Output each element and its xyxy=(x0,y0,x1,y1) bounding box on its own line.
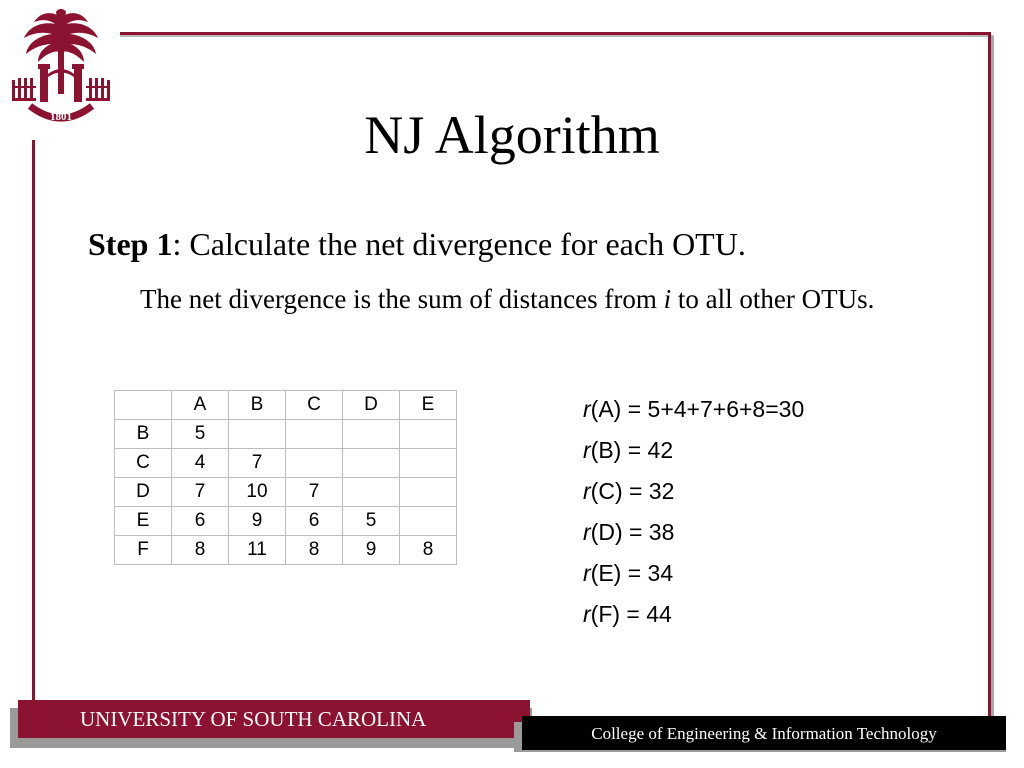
table-cell xyxy=(400,478,457,507)
result-text: (D) = 38 xyxy=(590,519,675,545)
frame-top-line xyxy=(120,32,990,35)
table-cell: B xyxy=(115,420,172,449)
table-header-cell xyxy=(115,391,172,420)
result-line xyxy=(583,431,804,472)
table-cell: D xyxy=(115,478,172,507)
table-cell: 6 xyxy=(286,507,343,536)
table-header-cell: E xyxy=(400,391,457,420)
step-heading xyxy=(88,226,746,263)
result-line xyxy=(583,513,804,554)
table-cell: 6 xyxy=(172,507,229,536)
table-cell: 5 xyxy=(343,507,400,536)
result-var: r xyxy=(583,437,591,463)
table-cell: 9 xyxy=(229,507,286,536)
desc-var: i xyxy=(663,284,672,314)
table-cell: C xyxy=(115,449,172,478)
net-divergence-results xyxy=(583,390,804,636)
university-footer: UNIVERSITY OF SOUTH CAROLINA xyxy=(18,700,530,738)
table-cell: 7 xyxy=(172,478,229,507)
logo-year: 1801 xyxy=(50,111,72,123)
table-cell: 8 xyxy=(286,536,343,565)
step-label: Step 1 xyxy=(88,226,173,262)
table-row xyxy=(115,449,457,478)
step-text: : Calculate the net divergence for each OTU. xyxy=(172,226,746,262)
table-cell: 7 xyxy=(286,478,343,507)
result-var: r xyxy=(583,519,591,545)
table-cell xyxy=(400,507,457,536)
description xyxy=(140,282,952,316)
result-line xyxy=(583,472,804,513)
result-var: r xyxy=(583,478,591,504)
result-var: r xyxy=(583,396,591,422)
table-header-cell: D xyxy=(343,391,400,420)
page-title: NJ Algorithm xyxy=(364,105,660,165)
table-cell: 8 xyxy=(400,536,457,565)
result-line xyxy=(583,390,804,431)
table-cell: 7 xyxy=(229,449,286,478)
table-cell xyxy=(400,449,457,478)
result-var: r xyxy=(583,601,591,627)
table-cell: 8 xyxy=(172,536,229,565)
table-cell xyxy=(286,449,343,478)
table-cell: E xyxy=(115,507,172,536)
result-text: (A) = 5+4+7+6+8=30 xyxy=(590,396,805,422)
desc-after: to all other OTUs. xyxy=(671,284,875,314)
table-cell xyxy=(343,449,400,478)
table-cell: 9 xyxy=(343,536,400,565)
table-row xyxy=(115,507,457,536)
table-cell: 5 xyxy=(172,420,229,449)
table-cell xyxy=(400,420,457,449)
table-cell xyxy=(343,420,400,449)
table-header-cell: C xyxy=(286,391,343,420)
table-cell: 11 xyxy=(229,536,286,565)
table-cell xyxy=(343,478,400,507)
table-header-cell: B xyxy=(229,391,286,420)
result-var: r xyxy=(583,560,591,586)
table-cell: 4 xyxy=(172,449,229,478)
table-row xyxy=(115,478,457,507)
table-row xyxy=(115,536,457,565)
result-line xyxy=(583,595,804,636)
frame-left-line xyxy=(32,140,35,700)
frame-top-shadow xyxy=(120,35,993,37)
table-header-cell: A xyxy=(172,391,229,420)
college-footer: College of Engineering & Information Technology xyxy=(522,716,1006,750)
table-cell: F xyxy=(115,536,172,565)
distance-matrix-table xyxy=(114,390,457,565)
result-text: (F) = 44 xyxy=(590,601,672,627)
result-text: (B) = 42 xyxy=(590,437,674,463)
result-text: (E) = 34 xyxy=(590,560,674,586)
table-row xyxy=(115,420,457,449)
result-line xyxy=(583,554,804,595)
desc-before: The net divergence is the sum of distances from xyxy=(140,284,664,314)
table-cell xyxy=(229,420,286,449)
result-text: (C) = 32 xyxy=(590,478,675,504)
table-cell xyxy=(286,420,343,449)
table-header-row xyxy=(115,391,457,420)
table-cell: 10 xyxy=(229,478,286,507)
